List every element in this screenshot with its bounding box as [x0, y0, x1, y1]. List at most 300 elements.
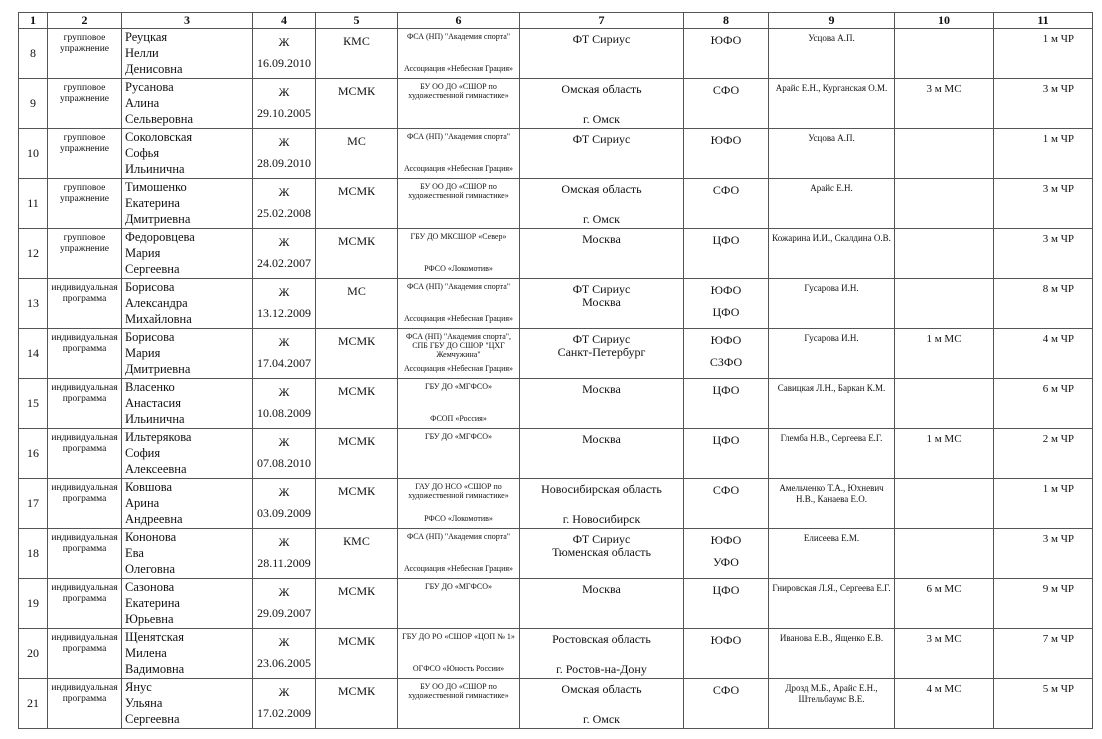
region-cell	[520, 679, 684, 729]
table-row	[19, 379, 1093, 429]
gender-dob-cell	[253, 429, 316, 479]
gender: Ж	[278, 85, 290, 99]
athlete-name-cell	[122, 229, 253, 279]
organization: ГБУ ДО МКСШОР «Север»	[410, 232, 507, 241]
federal-district-2: СЗФО	[709, 355, 743, 369]
society: РФСО «Локомотив»	[424, 264, 493, 273]
federal-district: СФО	[712, 483, 740, 497]
district-cell	[684, 479, 769, 529]
gender-dob-cell	[253, 329, 316, 379]
federal-district: ЦФО	[712, 583, 740, 597]
table-row	[19, 329, 1093, 379]
surname: Сазонова	[125, 580, 175, 594]
date-of-birth: 29.09.2007	[257, 606, 311, 620]
gender-dob-cell	[253, 579, 316, 629]
surname: Федоровцева	[125, 230, 195, 244]
first-name: Нелли	[125, 46, 159, 60]
federal-district: ЦФО	[712, 233, 740, 247]
program-type: групповое упражнение	[48, 179, 122, 229]
program-type: групповое упражнение	[48, 79, 122, 129]
result-ms	[895, 379, 994, 429]
program-type: индивидуальная программа	[48, 529, 122, 579]
athlete-name-cell	[122, 629, 253, 679]
column-header: 8	[684, 13, 769, 29]
coach: Иванова Е.В., Ященко Е.В.	[769, 629, 895, 679]
region: Новосибирская область	[541, 482, 662, 496]
surname: Ковшова	[125, 480, 173, 494]
organization-cell	[398, 179, 520, 229]
organization: ГБУ ДО «МГФСО»	[424, 432, 492, 441]
result-ms: 4 м МС	[895, 679, 994, 729]
date-of-birth: 13.12.2009	[257, 306, 311, 320]
first-name: Милена	[125, 646, 167, 660]
gender-dob-cell	[253, 629, 316, 679]
district-cell	[684, 379, 769, 429]
gender: Ж	[278, 285, 290, 299]
region-cell	[520, 529, 684, 579]
organization: ГАУ ДО НСО «СШОР по художественной гимнастике»	[408, 482, 509, 500]
district-cell	[684, 79, 769, 129]
region: Москва	[582, 582, 621, 596]
federal-district: ЮФО	[710, 333, 742, 347]
column-header: 3	[122, 13, 253, 29]
sport-rank: МСМК	[316, 179, 398, 229]
surname: Власенко	[125, 380, 175, 394]
surname: Русанова	[125, 80, 174, 94]
result-ms	[895, 179, 994, 229]
society: Ассоциация «Небесная Грация»	[403, 164, 514, 173]
gender: Ж	[278, 585, 290, 599]
athlete-name-cell	[122, 329, 253, 379]
table-row	[19, 679, 1093, 729]
athlete-name-cell	[122, 79, 253, 129]
result-chr: 3 м ЧР	[994, 229, 1093, 279]
program-type: индивидуальная программа	[48, 429, 122, 479]
gender-dob-cell	[253, 29, 316, 79]
athlete-name-cell	[122, 279, 253, 329]
coach: Арайс Е.Н.	[769, 179, 895, 229]
table-row	[19, 479, 1093, 529]
result-chr: 4 м ЧР	[994, 329, 1093, 379]
federal-district-2: УФО	[713, 555, 739, 569]
coach: Дрозд М.Б., Арайс Е.Н., Штельбаумс В.Е.	[769, 679, 895, 729]
gender-dob-cell	[253, 379, 316, 429]
organization: БУ ОО ДО «СШОР по художественной гимнастике»	[408, 82, 509, 100]
organization-cell	[398, 29, 520, 79]
sport-rank: МСМК	[316, 429, 398, 479]
organization: ГБУ ДО «МГФСО»	[424, 382, 492, 391]
patronymic: Андреевна	[125, 512, 183, 526]
sport-rank: МСМК	[316, 329, 398, 379]
table-row	[19, 229, 1093, 279]
first-name: Мария	[125, 346, 161, 360]
date-of-birth: 17.02.2009	[257, 706, 311, 720]
result-ms	[895, 479, 994, 529]
table-row	[19, 529, 1093, 579]
organization: ГБУ ДО «МГФСО»	[424, 582, 492, 591]
program-type: групповое упражнение	[48, 29, 122, 79]
sport-rank: МСМК	[316, 379, 398, 429]
athlete-name-cell	[122, 179, 253, 229]
gender: Ж	[278, 135, 290, 149]
society: Ассоциация «Небесная Грация»	[403, 64, 514, 73]
society: ФСОП «Россия»	[430, 414, 487, 423]
organization-cell	[398, 429, 520, 479]
region-cell	[520, 629, 684, 679]
athlete-name-cell	[122, 529, 253, 579]
organization: ФСА (НП) "Академия спорта"	[406, 132, 511, 141]
sport-rank: МСМК	[316, 629, 398, 679]
date-of-birth: 28.11.2009	[257, 556, 311, 570]
program-type: индивидуальная программа	[48, 329, 122, 379]
patronymic: Ильинична	[125, 162, 185, 176]
federal-district: ЦФО	[712, 383, 740, 397]
athlete-name-cell	[122, 29, 253, 79]
region: ФТ Сириус	[572, 32, 631, 46]
date-of-birth: 17.04.2007	[257, 356, 311, 370]
region-cell	[520, 479, 684, 529]
athletes-table	[18, 12, 1093, 729]
sport-rank: КМС	[316, 29, 398, 79]
society: РФСО «Локомотив»	[424, 514, 493, 523]
region: Ростовская область	[552, 632, 651, 646]
result-ms	[895, 279, 994, 329]
sport-rank: МСМК	[316, 479, 398, 529]
sport-rank: МСМК	[316, 79, 398, 129]
region-cell	[520, 29, 684, 79]
result-chr: 9 м ЧР	[994, 579, 1093, 629]
row-number: 19	[19, 579, 48, 629]
society: ОГФСО «Юность России»	[412, 664, 505, 673]
sport-rank: КМС	[316, 529, 398, 579]
result-ms: 6 м МС	[895, 579, 994, 629]
athlete-name-cell	[122, 679, 253, 729]
region: Омская область	[561, 182, 642, 196]
table-row	[19, 29, 1093, 79]
surname: Реуцкая	[125, 30, 168, 44]
sport-rank: МС	[316, 279, 398, 329]
organization-cell	[398, 229, 520, 279]
region: ФТ Сириус Москва	[572, 282, 631, 309]
society: Ассоциация «Небесная Грация»	[403, 564, 514, 573]
column-header: 9	[769, 13, 895, 29]
gender-dob-cell	[253, 179, 316, 229]
city: г. Омск	[583, 212, 620, 226]
gender: Ж	[278, 335, 290, 349]
column-header: 5	[316, 13, 398, 29]
organization-cell	[398, 529, 520, 579]
region-cell	[520, 279, 684, 329]
row-number: 11	[19, 179, 48, 229]
result-chr: 6 м ЧР	[994, 379, 1093, 429]
row-number: 13	[19, 279, 48, 329]
patronymic: Олеговна	[125, 562, 176, 576]
row-number: 14	[19, 329, 48, 379]
header-row	[19, 13, 1093, 29]
district-cell	[684, 529, 769, 579]
surname: Янус	[125, 680, 152, 694]
program-type: групповое упражнение	[48, 229, 122, 279]
result-ms: 1 м МС	[895, 329, 994, 379]
result-ms	[895, 229, 994, 279]
gender: Ж	[278, 685, 290, 699]
program-type: индивидуальная программа	[48, 479, 122, 529]
society: Ассоциация «Небесная Грация»	[403, 314, 514, 323]
gender: Ж	[278, 435, 290, 449]
organization: ФСА (НП) "Академия спорта"	[406, 282, 511, 291]
region: ФТ Сириус Санкт-Петербург	[557, 332, 646, 359]
first-name: Алина	[125, 96, 160, 110]
result-chr: 3 м ЧР	[994, 529, 1093, 579]
sport-rank: МСМК	[316, 579, 398, 629]
program-type: индивидуальная программа	[48, 629, 122, 679]
patronymic: Дмитриевна	[125, 362, 191, 376]
coach: Савицкая Л.Н., Баркан К.М.	[769, 379, 895, 429]
patronymic: Денисовна	[125, 62, 183, 76]
column-header: 2	[48, 13, 122, 29]
sport-rank: МСМК	[316, 679, 398, 729]
surname: Борисова	[125, 280, 175, 294]
patronymic: Вадимовна	[125, 662, 185, 676]
result-chr: 7 м ЧР	[994, 629, 1093, 679]
result-chr: 1 м ЧР	[994, 479, 1093, 529]
coach: Гнировская Л.Я., Сергеева Е.Г.	[769, 579, 895, 629]
region: ФТ Сириус Тюменская область	[552, 532, 651, 559]
first-name: Екатерина	[125, 196, 180, 210]
city: г. Ростов-на-Дону	[556, 662, 647, 676]
region: Москва	[582, 232, 621, 246]
district-cell	[684, 629, 769, 679]
gender-dob-cell	[253, 79, 316, 129]
federal-district: ЦФО	[712, 433, 740, 447]
program-type: индивидуальная программа	[48, 279, 122, 329]
patronymic: Ильинична	[125, 412, 185, 426]
date-of-birth: 28.09.2010	[257, 156, 311, 170]
surname: Ильтерякова	[125, 430, 192, 444]
district-cell	[684, 129, 769, 179]
column-header: 4	[253, 13, 316, 29]
patronymic: Сельверовна	[125, 112, 193, 126]
gender: Ж	[278, 485, 290, 499]
program-type: индивидуальная программа	[48, 379, 122, 429]
date-of-birth: 24.02.2007	[257, 256, 311, 270]
surname: Тимошенко	[125, 180, 187, 194]
result-ms	[895, 529, 994, 579]
city: г. Омск	[583, 712, 620, 726]
region-cell	[520, 329, 684, 379]
region-cell	[520, 129, 684, 179]
gender-dob-cell	[253, 529, 316, 579]
row-number: 15	[19, 379, 48, 429]
district-cell	[684, 329, 769, 379]
organization-cell	[398, 629, 520, 679]
region: Москва	[582, 432, 621, 446]
federal-district: ЮФО	[710, 133, 742, 147]
program-type: индивидуальная программа	[48, 579, 122, 629]
column-header: 1	[19, 13, 48, 29]
row-number: 20	[19, 629, 48, 679]
table-row	[19, 629, 1093, 679]
first-name: Мария	[125, 246, 161, 260]
federal-district: ЮФО	[710, 533, 742, 547]
region: Омская область	[561, 682, 642, 696]
result-ms: 3 м МС	[895, 629, 994, 679]
organization: ГБУ ДО РО «СШОР «ЦОП № 1»	[402, 632, 515, 641]
organization-cell	[398, 329, 520, 379]
gender-dob-cell	[253, 279, 316, 329]
organization: ФСА (НП) "Академия спорта", СПБ ГБУ ДО СШОР "ЦХГ Жемчужина"	[405, 332, 512, 359]
result-ms: 3 м МС	[895, 79, 994, 129]
gender-dob-cell	[253, 129, 316, 179]
district-cell	[684, 279, 769, 329]
federal-district: СФО	[712, 183, 740, 197]
federal-district: ЮФО	[710, 33, 742, 47]
region-cell	[520, 179, 684, 229]
column-header: 6	[398, 13, 520, 29]
first-name: Екатерина	[125, 596, 180, 610]
first-name: Анастасия	[125, 396, 181, 410]
gender: Ж	[278, 535, 290, 549]
date-of-birth: 16.09.2010	[257, 56, 311, 70]
table-row	[19, 129, 1093, 179]
patronymic: Дмитриевна	[125, 212, 191, 226]
organization: БУ ОО ДО «СШОР по художественной гимнастике»	[408, 182, 509, 200]
table-row	[19, 579, 1093, 629]
surname: Соколовская	[125, 130, 193, 144]
region: Омская область	[561, 82, 642, 96]
table-row	[19, 429, 1093, 479]
first-name: Ева	[125, 546, 144, 560]
result-chr: 8 м ЧР	[994, 279, 1093, 329]
gender: Ж	[278, 635, 290, 649]
region-cell	[520, 79, 684, 129]
sport-rank: МСМК	[316, 229, 398, 279]
coach: Усцова А.П.	[769, 129, 895, 179]
row-number: 12	[19, 229, 48, 279]
region-cell	[520, 429, 684, 479]
organization-cell	[398, 79, 520, 129]
column-header: 11	[994, 13, 1093, 29]
patronymic: Алексеевна	[125, 462, 187, 476]
athlete-name-cell	[122, 479, 253, 529]
patronymic: Юрьевна	[125, 612, 174, 626]
row-number: 8	[19, 29, 48, 79]
organization-cell	[398, 479, 520, 529]
first-name: София	[125, 446, 161, 460]
sport-rank: МС	[316, 129, 398, 179]
district-cell	[684, 579, 769, 629]
federal-district: СФО	[712, 83, 740, 97]
organization-cell	[398, 379, 520, 429]
date-of-birth: 29.10.2005	[257, 106, 311, 120]
date-of-birth: 10.08.2009	[257, 406, 311, 420]
result-chr: 1 м ЧР	[994, 129, 1093, 179]
date-of-birth: 03.09.2009	[257, 506, 311, 520]
row-number: 9	[19, 79, 48, 129]
district-cell	[684, 179, 769, 229]
district-cell	[684, 429, 769, 479]
coach: Глемба Н.В., Сергеева Е.Г.	[769, 429, 895, 479]
athlete-name-cell	[122, 429, 253, 479]
row-number: 16	[19, 429, 48, 479]
organization-cell	[398, 279, 520, 329]
district-cell	[684, 29, 769, 79]
gender: Ж	[278, 235, 290, 249]
column-header: 7	[520, 13, 684, 29]
patronymic: Сергеевна	[125, 262, 180, 276]
coach: Гусарова И.Н.	[769, 329, 895, 379]
patronymic: Сергеевна	[125, 712, 180, 726]
city: г. Омск	[583, 112, 620, 126]
region-cell	[520, 229, 684, 279]
date-of-birth: 23.06.2005	[257, 656, 311, 670]
athlete-name-cell	[122, 579, 253, 629]
surname: Кононова	[125, 530, 177, 544]
gender: Ж	[278, 35, 290, 49]
gender-dob-cell	[253, 229, 316, 279]
column-header: 10	[895, 13, 994, 29]
gender: Ж	[278, 385, 290, 399]
organization: БУ ОО ДО «СШОР по художественной гимнастике»	[408, 682, 509, 700]
date-of-birth: 07.08.2010	[257, 456, 311, 470]
federal-district: СФО	[712, 683, 740, 697]
result-chr: 5 м ЧР	[994, 679, 1093, 729]
program-type: индивидуальная программа	[48, 679, 122, 729]
row-number: 17	[19, 479, 48, 529]
result-chr: 3 м ЧР	[994, 79, 1093, 129]
coach: Амельченко Т.А., Юхневич Н.В., Канаева Е.О.	[769, 479, 895, 529]
coach: Арайс Е.Н., Курганская О.М.	[769, 79, 895, 129]
date-of-birth: 25.02.2008	[257, 206, 311, 220]
region-cell	[520, 579, 684, 629]
row-number: 10	[19, 129, 48, 179]
table-row	[19, 279, 1093, 329]
coach: Гусарова И.Н.	[769, 279, 895, 329]
result-chr: 2 м ЧР	[994, 429, 1093, 479]
coach: Усцова А.П.	[769, 29, 895, 79]
district-cell	[684, 229, 769, 279]
result-ms: 1 м МС	[895, 429, 994, 479]
organization: ФСА (НП) "Академия спорта"	[406, 32, 511, 41]
coach: Кожарина И.И., Скалдина О.В.	[769, 229, 895, 279]
organization-cell	[398, 579, 520, 629]
federal-district: ЮФО	[710, 283, 742, 297]
surname: Борисова	[125, 330, 175, 344]
gender: Ж	[278, 185, 290, 199]
table-row	[19, 79, 1093, 129]
athlete-name-cell	[122, 129, 253, 179]
patronymic: Михайловна	[125, 312, 192, 326]
society: Ассоциация «Небесная Грация»	[403, 364, 514, 373]
athlete-name-cell	[122, 379, 253, 429]
district-cell	[684, 679, 769, 729]
organization-cell	[398, 679, 520, 729]
organization: ФСА (НП) "Академия спорта"	[406, 532, 511, 541]
federal-district-2: ЦФО	[712, 305, 740, 319]
result-chr: 1 м ЧР	[994, 29, 1093, 79]
result-ms	[895, 129, 994, 179]
first-name: Софья	[125, 146, 160, 160]
city: г. Новосибирск	[562, 512, 641, 526]
region-cell	[520, 379, 684, 429]
organization-cell	[398, 129, 520, 179]
region: ФТ Сириус	[572, 132, 631, 146]
row-number: 21	[19, 679, 48, 729]
federal-district: ЮФО	[710, 633, 742, 647]
result-ms	[895, 29, 994, 79]
region: Москва	[582, 382, 621, 396]
first-name: Арина	[125, 496, 160, 510]
